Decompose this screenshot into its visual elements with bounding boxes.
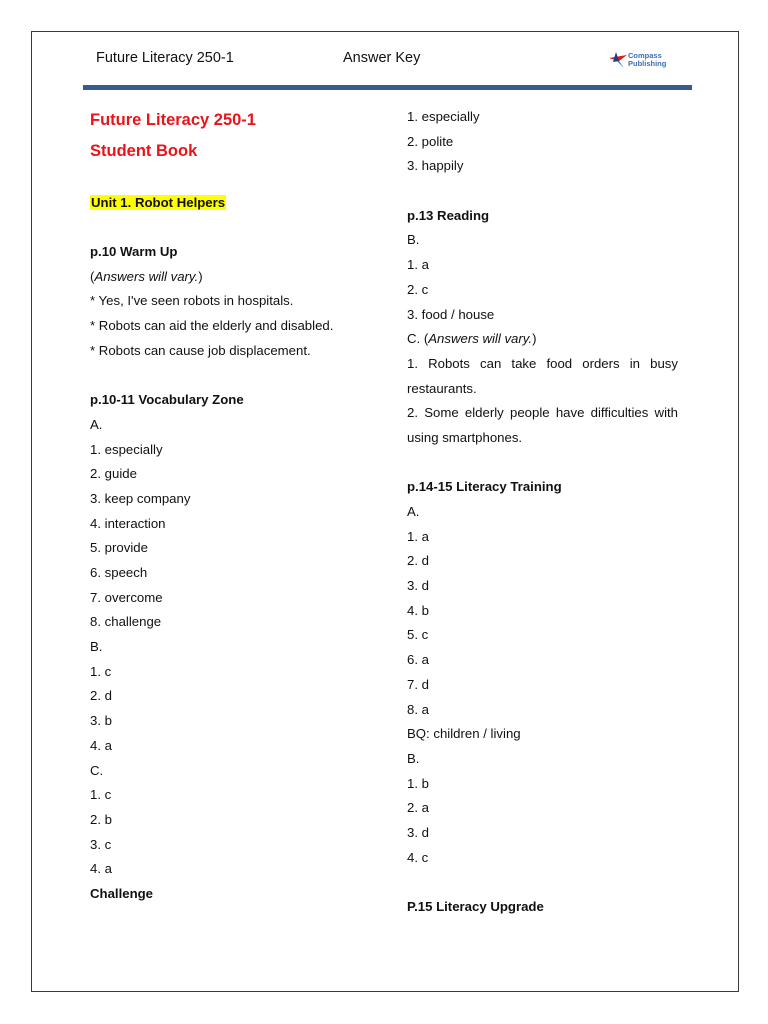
answer-line: B. [90,639,103,655]
answer-line: 7. d [407,676,429,692]
answer-line: 4. b [407,602,429,618]
unit-heading: Unit 1. Robot Helpers [91,194,226,210]
reading-c-vary: C. (Answers will vary.) [407,331,537,347]
header-title: Future Literacy 250-1 [96,50,234,66]
header-rule [83,85,692,90]
answer-line: 5. provide [90,540,148,556]
reading-answer-2: 2. Some elderly people have difficulties with using smartphones. [407,405,678,445]
answer-line: 1. a [407,528,429,544]
answer-line: 5. c [407,627,429,643]
answer-line: 7. overcome [90,589,163,605]
answer-line: C. [90,762,104,778]
answer-line: 1. c [90,787,112,803]
warmup-answer: * Robots can aid the elderly and disabled. [90,318,334,334]
warmup-heading: p.10 Warm Up [90,244,178,260]
answer-line: 6. a [407,652,429,668]
header-subtitle: Answer Key [343,50,421,66]
literacy-upgrade-heading: P.15 Literacy Upgrade [407,899,544,915]
answer-line: 1. b [407,775,429,791]
warmup-vary: (Answers will vary.) [90,268,203,284]
answer-line: 2. guide [90,466,137,482]
answer-line: 6. speech [90,565,148,580]
answer-line: 3. happily [407,158,464,174]
answer-line: 2. b [90,811,112,827]
compass-publishing-logo [608,50,678,72]
answer-line: 1. especially [90,441,163,457]
answer-line: A. [90,416,103,432]
answer-line: 4. interaction [90,515,166,531]
answer-line: 4. c [407,849,429,865]
warmup-answer: * Yes, I've seen robots in hospitals. [90,293,294,309]
book-subtitle: Student Book [90,141,198,160]
answer-line: 8. a [407,701,429,717]
answer-line: 3. d [407,824,429,840]
answer-line: 3. b [90,713,112,729]
answer-line: 2. d [407,553,429,569]
challenge-heading: Challenge [90,885,154,901]
logo-text-compass: Compass [628,51,662,60]
book-title: Future Literacy 250-1 [90,111,256,129]
bq-answer: BQ: children / living [407,726,521,742]
answer-line: B. [407,750,420,766]
compass-star-icon [608,50,628,70]
logo-text-publishing: Publishing [628,59,667,68]
answer-line: 2. c [407,281,429,297]
literacy-training-heading: p.14-15 Literacy Training [407,479,562,495]
answer-line: 2. d [90,688,112,704]
answer-line: 3. c [90,836,112,852]
answer-line: 3. d [407,578,429,594]
answer-line: 1. especially [407,109,480,124]
answer-line: 8. challenge [90,614,162,630]
answer-line: A. [407,504,420,520]
answer-line: 4. a [90,861,112,877]
answer-line: 2. a [407,800,429,816]
reading-heading: p.13 Reading [407,207,490,223]
answer-line: B. [407,232,420,248]
reading-answer-1: 1. Robots can take food orders in busy restaurants. [407,355,678,396]
answer-line: 2. polite [407,133,454,149]
vocab-heading: p.10-11 Vocabulary Zone [90,392,244,408]
answer-line: 3. keep company [90,490,191,506]
right-column [407,105,678,920]
answer-line: 1. a [407,257,429,273]
left-column [90,105,370,907]
answer-line: 4. a [90,737,112,753]
answer-line: 1. c [90,663,112,679]
warmup-answer: * Robots can cause job displacement. [90,342,311,358]
answer-line: 3. food / house [407,306,495,322]
